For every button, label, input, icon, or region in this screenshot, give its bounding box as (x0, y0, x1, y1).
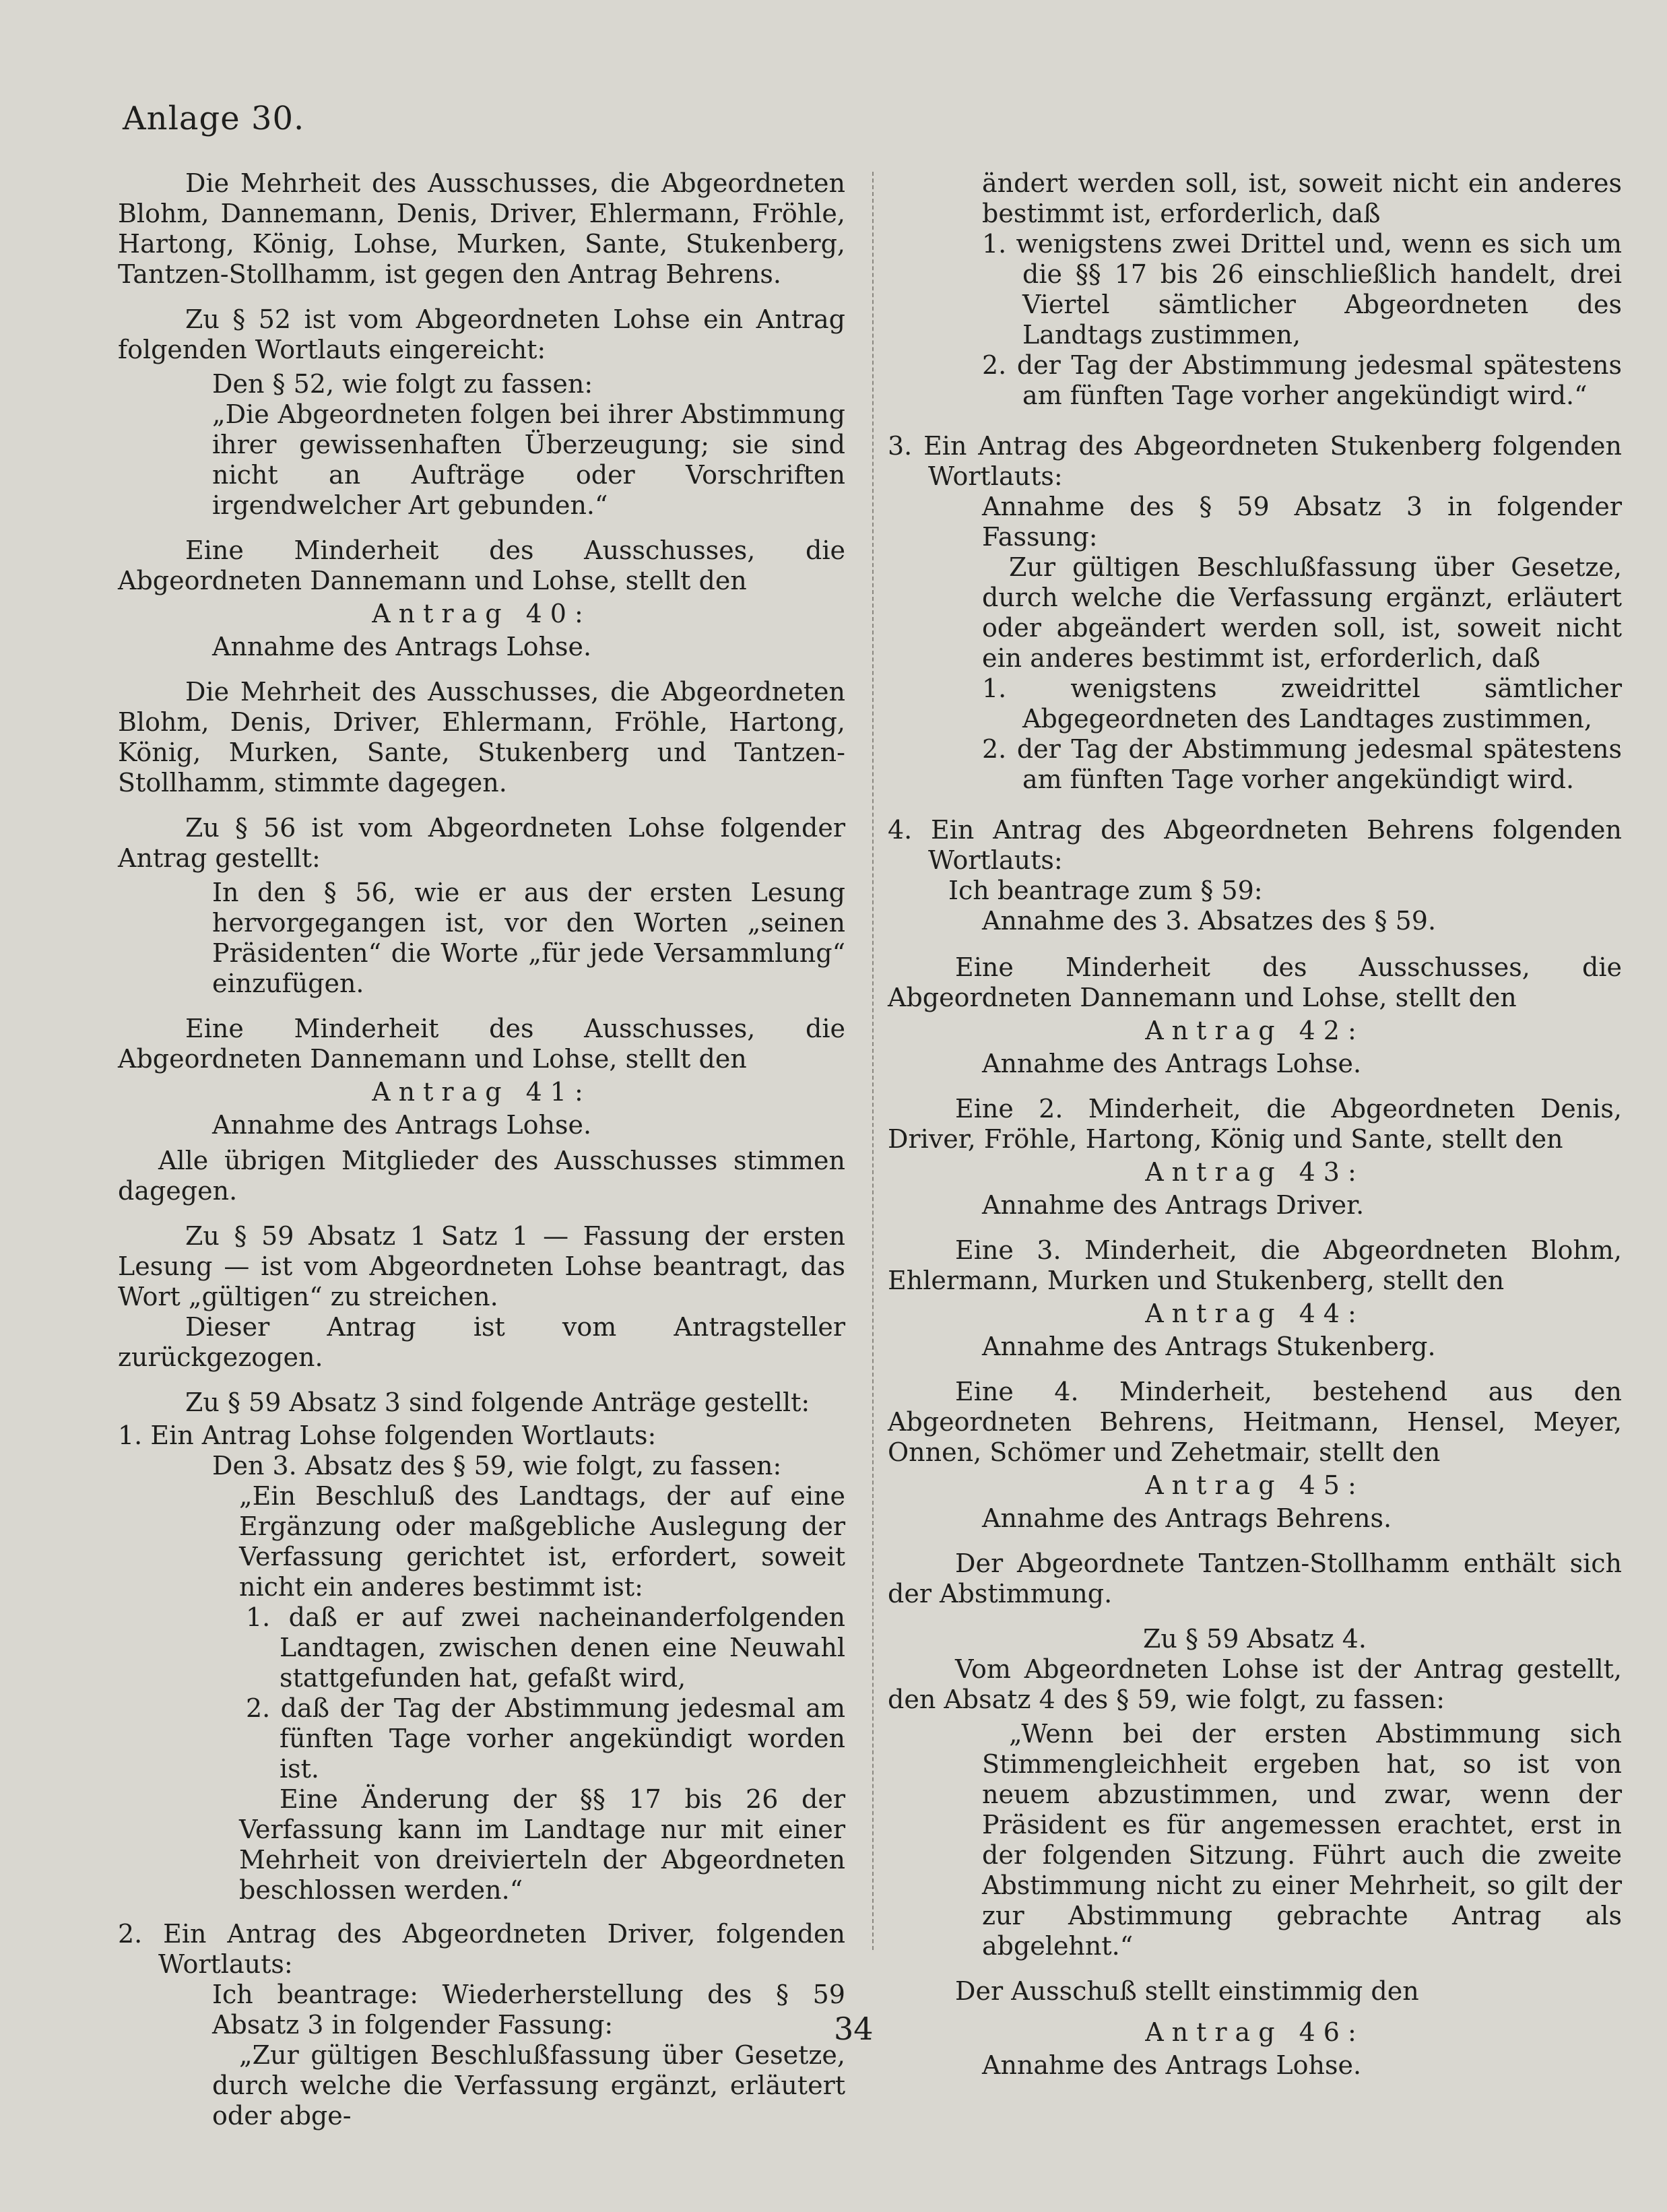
motion-heading: Antrag 41: (372, 1077, 591, 1107)
list-item: 1. wenigstens zwei Drittel und, wenn es sich um die §§ 17 bis 26 einschließlich handelt, drei Viertel sämtlicher Abgeordneten des Landtags zustimmen, (982, 229, 1622, 350)
list-item: 2. daß der Tag der Abstimmung jedesmal am fünften Tage vorher angekündigt worden ist. (246, 1693, 845, 1784)
motion-heading: Antrag 46: (1145, 2017, 1365, 2047)
list-item: 2. der Tag der Abstimmung jedesmal spätestens am fünften Tage vorher angekündigt wird. (982, 734, 1622, 794)
section-heading: Zu § 59 Absatz 4. (1142, 1624, 1367, 1654)
paragraph: Dieser Antrag ist vom Antragsteller zurückgezogen. (118, 1312, 845, 1372)
paragraph: Den § 52, wie folgt zu fassen: (212, 369, 593, 399)
paragraph: Eine 4. Minderheit, bestehend aus den Abgeordneten Behrens, Heitmann, Hensel, Meyer, Onnen, Schömer und Zehetmair, stellt den (888, 1377, 1622, 1467)
paragraph: Eine 2. Minderheit, die Abgeordneten Denis, Driver, Fröhle, Hartong, König und Sante, stellt den (888, 1094, 1622, 1154)
paragraph: Zu § 59 Absatz 3 sind folgende Anträge gestellt: (185, 1388, 810, 1417)
paragraph: Der Abgeordnete Tantzen-Stollhamm enthält sich der Abstimmung. (888, 1549, 1622, 1608)
list-item: 3. Ein Antrag des Abgeordneten Stukenberg folgenden Wortlauts: (888, 431, 1622, 491)
motion-heading: Antrag 40: (372, 599, 591, 628)
paragraph: Eine Minderheit des Ausschusses, die Abgeordneten Dannemann und Lohse, stellt den (118, 1014, 845, 1074)
quote: In den § 56, wie er aus der ersten Lesung hervorgegangen ist, vor den Worten „seinen Präsidenten“ die Worte „für jede Versammlung“ einzufügen. (212, 878, 845, 998)
paragraph: Den 3. Absatz des § 59, wie folgt, zu fassen: (212, 1451, 782, 1481)
quote: „Wenn bei der ersten Abstimmung sich Stimmengleichheit ergeben hat, so ist von neuem abzustimmen, und zwar, wenn der Präsident es für angemessen erachtet, erst in der folgenden Sitzung. Führt auch die zweite Abstimmung nicht zu einer Mehrheit, so gilt der zur Abstimmung gebrachte Antrag als abgelehnt.“ (982, 1719, 1622, 1961)
list-item: 4. Ein Antrag des Abgeordneten Behrens folgenden Wortlauts: (888, 815, 1622, 875)
quote: Eine Änderung der §§ 17 bis 26 der Verfassung kann im Landtage nur mit einer Mehrheit von dreivierteln der Abgeordneten beschlossen werden.“ (239, 1784, 845, 1905)
motion-heading: Antrag 43: (1145, 1157, 1365, 1187)
quote: „Zur gültigen Beschlußfassung über Gesetze, durch welche die Verfassung ergänzt, erläutert oder abge- (212, 2040, 845, 2130)
quote: „Die Abgeordneten folgen bei ihrer Abstimmung ihrer gewissenhaften Überzeugung; sie sind nicht an Aufträge oder Vorschriften irgendwelcher Art gebunden.“ (212, 399, 845, 520)
page-number: 34 (834, 2011, 874, 2047)
paragraph: Eine 3. Minderheit, die Abgeordneten Blohm, Ehlermann, Murken und Stukenberg, stellt den (888, 1235, 1622, 1295)
left-column (118, 168, 845, 2131)
motion-text: Annahme des Antrags Lohse. (982, 1049, 1362, 1078)
motion-heading: Antrag 45: (1145, 1470, 1365, 1500)
list-item: 2. Ein Antrag des Abgeordneten Driver, folgenden Wortlauts: (118, 1919, 845, 1979)
quote: ändert werden soll, ist, soweit nicht ein anderes bestimmt ist, erforderlich, daß (982, 168, 1622, 228)
paragraph: Zu § 56 ist vom Abgeordneten Lohse folgender Antrag gestellt: (118, 813, 845, 873)
motion-heading: Antrag 42: (1145, 1016, 1365, 1045)
paragraph: Eine Minderheit des Ausschusses, die Abgeordneten Dannemann und Lohse, stellt den (118, 535, 845, 595)
column-divider (872, 172, 874, 1950)
motion-text: Annahme des Antrags Lohse. (212, 1110, 592, 1140)
paragraph: Der Ausschuß stellt einstimmig den (955, 1976, 1419, 2006)
page-header: Anlage 30. (123, 100, 305, 137)
paragraph: Zu § 59 Absatz 1 Satz 1 — Fassung der ersten Lesung — ist vom Abgeordneten Lohse beantragt, das Wort „gültigen“ zu streichen. (118, 1221, 845, 1311)
motion-text: Annahme des Antrags Behrens. (982, 1503, 1392, 1533)
paragraph: Alle übrigen Mitglieder des Ausschusses stimmen dagegen. (118, 1146, 845, 1206)
paragraph: Ich beantrage: Wiederherstellung des § 59 Absatz 3 in folgender Fassung: (212, 1980, 845, 2040)
motion-text: Annahme des Antrags Driver. (982, 1190, 1365, 1220)
paragraph: Ich beantrage zum § 59: (948, 876, 1263, 905)
right-column (888, 168, 1622, 2095)
paragraph: Zu § 52 ist vom Abgeordneten Lohse ein Antrag folgenden Wortlauts eingereicht: (118, 304, 845, 364)
paragraph: Annahme des § 59 Absatz 3 in folgender Fassung: (982, 492, 1622, 552)
list-item: 1. Ein Antrag Lohse folgenden Wortlauts: (118, 1421, 657, 1450)
list-item: 1. daß er auf zwei nacheinanderfolgenden Landtagen, zwischen denen eine Neuwahl stattgefunden hat, gefaßt wird, (246, 1602, 845, 1693)
quote: „Ein Beschluß des Landtags, der auf eine Ergänzung oder maßgebliche Auslegung der Verfassung gerichtet ist, erfordert, soweit nicht ein anderes bestimmt ist: (239, 1481, 845, 1602)
motion-text: Annahme des Antrags Lohse. (982, 2050, 1362, 2080)
list-item: 1. wenigstens zweidrittel sämtlicher Abgegeordneten des Landtages zustimmen, (982, 674, 1622, 734)
motion-heading: Antrag 44: (1145, 1299, 1365, 1328)
quote: Zur gültigen Beschlußfassung über Gesetze, durch welche die Verfassung ergänzt, erläutert oder abgeändert werden soll, ist, soweit nicht ein anderes bestimmt ist, erforderlich, daß (982, 552, 1622, 673)
paragraph: Die Mehrheit des Ausschusses, die Abgeordneten Blohm, Dannemann, Denis, Driver, Ehlermann, Fröhle, Hartong, König, Lohse, Murken, Sante, Stukenberg, Tantzen-Stollhamm, ist gegen den Antrag Behrens. (118, 168, 845, 289)
list-item: 2. der Tag der Abstimmung jedesmal spätestens am fünften Tage vorher angekündigt wird.“ (982, 350, 1622, 410)
motion-text: Annahme des Antrags Stukenberg. (982, 1332, 1436, 1361)
motion-text: Annahme des Antrags Lohse. (212, 632, 592, 661)
paragraph: Vom Abgeordneten Lohse ist der Antrag gestellt, den Absatz 4 des § 59, wie folgt, zu fassen: (888, 1654, 1622, 1714)
paragraph: Die Mehrheit des Ausschusses, die Abgeordneten Blohm, Denis, Driver, Ehlermann, Fröhle, Hartong, König, Murken, Sante, Stukenberg und Tantzen-Stollhamm, stimmte dagegen. (118, 677, 845, 798)
paragraph: Eine Minderheit des Ausschusses, die Abgeordneten Dannemann und Lohse, stellt den (888, 952, 1622, 1012)
paragraph: Annahme des 3. Absatzes des § 59. (982, 906, 1437, 936)
